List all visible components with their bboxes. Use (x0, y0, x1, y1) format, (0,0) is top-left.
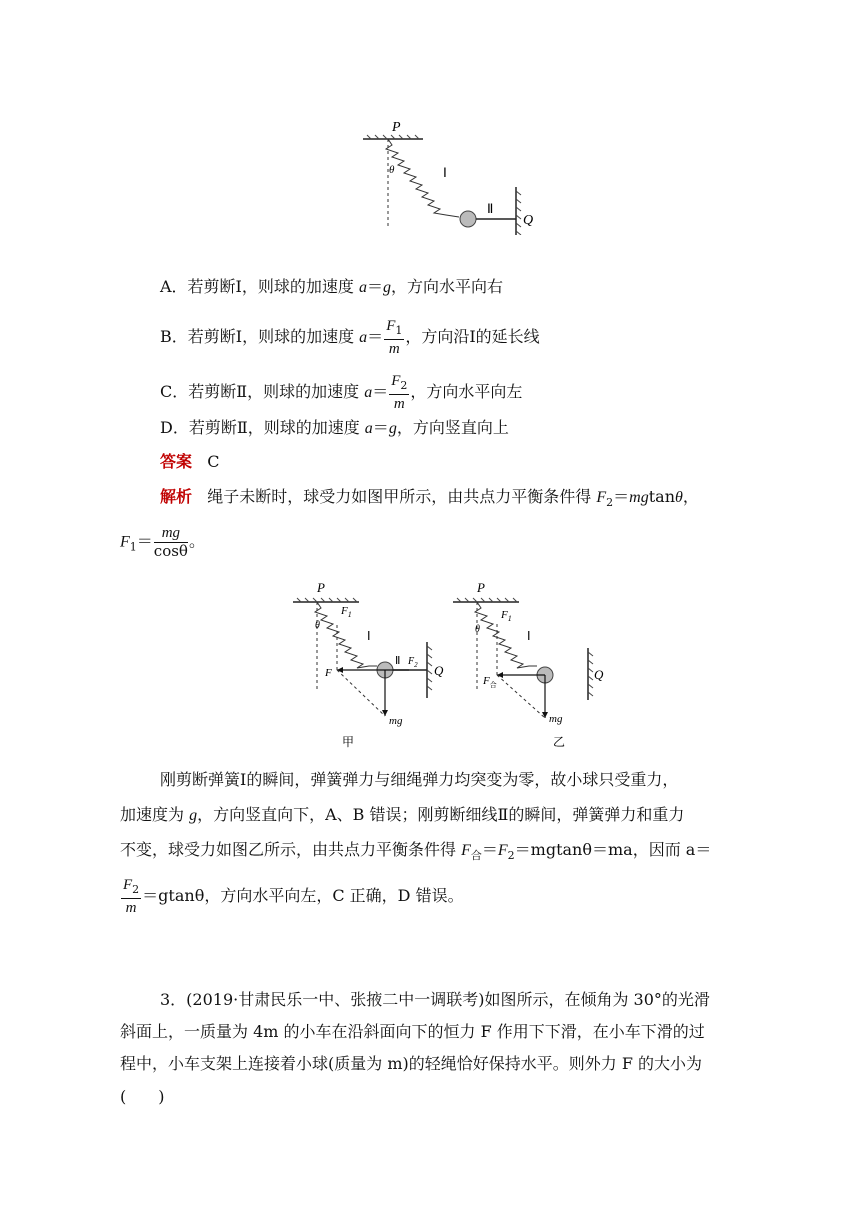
explanation-line-3: 不变，球受力如图乙所示，由共点力平衡条件得 $F_合=F_2=mgtan\theta=ma$，因而 a＝ (120, 840, 712, 863)
answer (160, 452, 220, 472)
jia-label-p: P (317, 580, 325, 595)
fig1-label-theta: θ (389, 164, 395, 176)
yi-label-p: P (477, 580, 485, 595)
fig1-label-q: Q (523, 213, 534, 228)
explanation-line-4: $\frac{F_2}{m}$ ＝gtanθ，方向水平向左，C 正确，D 错误。 (123, 877, 464, 916)
jia-label-theta: θ (315, 620, 320, 631)
option-d: D．若剪断Ⅱ，则球的加速度 a＝g，方向竖直向上 (160, 418, 509, 437)
option-a: A．若剪断Ⅰ，则球的加速度 a＝g，方向水平向右 (160, 277, 503, 296)
option-b: B．若剪断Ⅰ，则球的加速度 a＝ $\frac{F_1}{m}$ ，方向沿Ⅰ的延长线 (160, 318, 540, 357)
analysis-line-2: $F_1=$ $\frac{mg}{\cos\theta}$ 。 (120, 525, 205, 560)
fig1-label-p: P (392, 120, 401, 135)
fig1-label-spring: Ⅰ (443, 165, 447, 180)
jia-caption: 甲 (342, 735, 355, 748)
jia-label-f1: $F_1$ (341, 605, 352, 619)
yi-label-spring: Ⅰ (527, 629, 531, 643)
explanation-line-1: 刚剪断弹簧Ⅰ的瞬间，弹簧弹力与细绳弹力均突变为零，故小球只受重力， (160, 770, 679, 789)
question3-line-4: ( ) (120, 1087, 165, 1106)
fraction: $\frac{F_2}{m}$ (391, 373, 408, 412)
jia-label-mg: mg (389, 715, 403, 727)
fraction: $\frac{F_1}{m}$ (386, 318, 403, 357)
fig1-label-rope: Ⅱ (487, 201, 494, 216)
yi-label-fhe: $F_合$ (483, 675, 497, 689)
figure-yi (445, 578, 615, 748)
jia-label-rope: Ⅱ (395, 655, 401, 667)
question3-line-2: 斜面上，一质量为 4m 的小车在沿斜面向下的恒力 F 作用下下滑，在小车下滑的过 (120, 1022, 705, 1041)
question3-line-1: 3．(2019·甘肃民乐一中、张掖二中一调联考)如图所示，在倾角为 30°的光滑 (160, 990, 710, 1009)
jia-label-f2: $F_2$ (408, 656, 418, 669)
answer-value: C (207, 452, 220, 471)
yi-label-f1: $F_1$ (501, 609, 512, 623)
yi-caption: 乙 (553, 735, 566, 748)
fraction: $\frac{F_2}{m}$ (123, 877, 140, 916)
yi-label-theta: θ (475, 624, 480, 635)
yi-label-mg: mg (549, 713, 563, 725)
figure-jia (285, 578, 445, 748)
jia-label-f: F (325, 667, 332, 679)
fraction: $\frac{mg}{\cos\theta}$ (153, 525, 188, 560)
answer-label: 答案 (160, 452, 193, 471)
jia-label-q: Q (434, 663, 444, 678)
question3-line-3: 程中，小车支架上连接着小球(质量为 m)的轻绳恰好保持水平。则外力 F 的大小为 (120, 1054, 703, 1073)
explanation-line-2: 加速度为 g，方向竖直向下，A、B 错误；刚剪断细线Ⅱ的瞬间，弹簧弹力和重力 (120, 805, 685, 824)
analysis-line-1: 解析 绳子未断时，球受力如图甲所示，由共点力平衡条件得 $F_2=mgtan\theta$， (160, 487, 699, 510)
jia-label-spring: Ⅰ (367, 629, 371, 643)
yi-label-q: Q (594, 667, 604, 682)
figure-spring-ball (355, 115, 555, 235)
analysis-label: 解析 (160, 487, 193, 506)
option-c: C．若剪断Ⅱ，则球的加速度 a＝ $\frac{F_2}{m}$ ，方向水平向左 (160, 373, 523, 412)
